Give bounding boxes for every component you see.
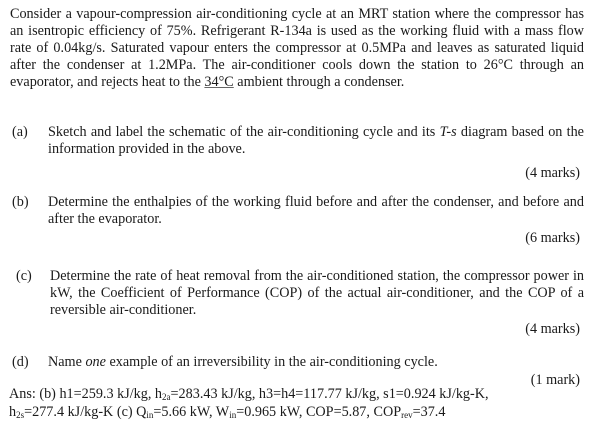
question-a-text-1: Sketch and label the schematic of the air-conditioning cycle and its bbox=[48, 124, 440, 140]
answer-rev-val: =37.4 bbox=[412, 404, 446, 420]
answer-h2a-sub: 2a bbox=[162, 392, 171, 402]
question-a-ts: T-s bbox=[439, 124, 457, 140]
problem-statement-text: Consider a vapour-compression air-conditioning cycle at an MRT station where the compressor has an isentropic efficiency of 75%. Refrigerant R-134a is used as the working fluid with a mass flow rate of 0.04kg/s. Saturated vapour enters the compressor at 0.5MPa and leaves as saturated liquid after the condenser at 1.2MPa. The air-conditioner cools down the station to 26°C through an evaporator, and rejects heat to the bbox=[10, 6, 584, 90]
answer-h2s-val: =277.4 kJ/kg-K (c) Q bbox=[24, 404, 147, 420]
question-b bbox=[12, 194, 584, 228]
question-c-marks: (4 marks) bbox=[525, 321, 580, 337]
ambient-temperature: 34°C bbox=[204, 74, 234, 90]
question-d-emphasis: one bbox=[85, 354, 106, 370]
question-c-text: Determine the rate of heat removal from the air-conditioned station, the compressor power in kW, the Coefficient of Performance (COP) of the actual air-conditioner, and the COP of a reversible air-conditioner. bbox=[50, 268, 584, 318]
question-d-marks: (1 mark) bbox=[530, 372, 580, 388]
question-b-marks: (6 marks) bbox=[525, 230, 580, 246]
question-b-text: Determine the enthalpies of the working fluid before and after the condenser, and before and after the evaporator. bbox=[48, 194, 584, 227]
answer bbox=[9, 385, 589, 421]
answer-h1: Ans: (b) h1=259.3 kJ/kg, h bbox=[9, 386, 163, 402]
answer-h2s-sub: 2s bbox=[16, 410, 25, 420]
question-a-text bbox=[48, 124, 584, 158]
answer-rev-sub: rev bbox=[401, 410, 413, 420]
question-d-text-2: example of an irreversibility in the air-conditioning cycle. bbox=[105, 354, 438, 370]
answer-win-sub: in bbox=[229, 410, 237, 420]
answer-h2a-val: =283.43 kJ/kg, h3=h4=117.77 kJ/kg, s1=0.924 kJ/kg-K, bbox=[170, 386, 489, 402]
problem-statement-text-end: ambient through a condenser. bbox=[233, 74, 405, 90]
question-c-label: (c) bbox=[16, 268, 32, 284]
problem-statement bbox=[10, 6, 584, 91]
answer-qin-val: =5.66 kW, W bbox=[153, 404, 230, 420]
question-a-text-2: diagram based on the information provided in the above. bbox=[48, 124, 584, 157]
answer-h2s-pre: h bbox=[9, 404, 17, 420]
question-a-label: (a) bbox=[12, 124, 28, 140]
answer-win-val: =0.965 kW, COP=5.87, COP bbox=[236, 404, 402, 420]
question-b-label: (b) bbox=[12, 194, 29, 210]
question-d-text bbox=[48, 354, 584, 371]
question-c bbox=[16, 268, 584, 319]
answer-qin-sub: in bbox=[146, 410, 154, 420]
question-d-text-1: Name bbox=[48, 354, 86, 370]
question-d bbox=[12, 354, 584, 371]
question-d-label: (d) bbox=[12, 354, 29, 370]
question-a-marks: (4 marks) bbox=[525, 165, 580, 181]
question-a bbox=[12, 124, 584, 158]
